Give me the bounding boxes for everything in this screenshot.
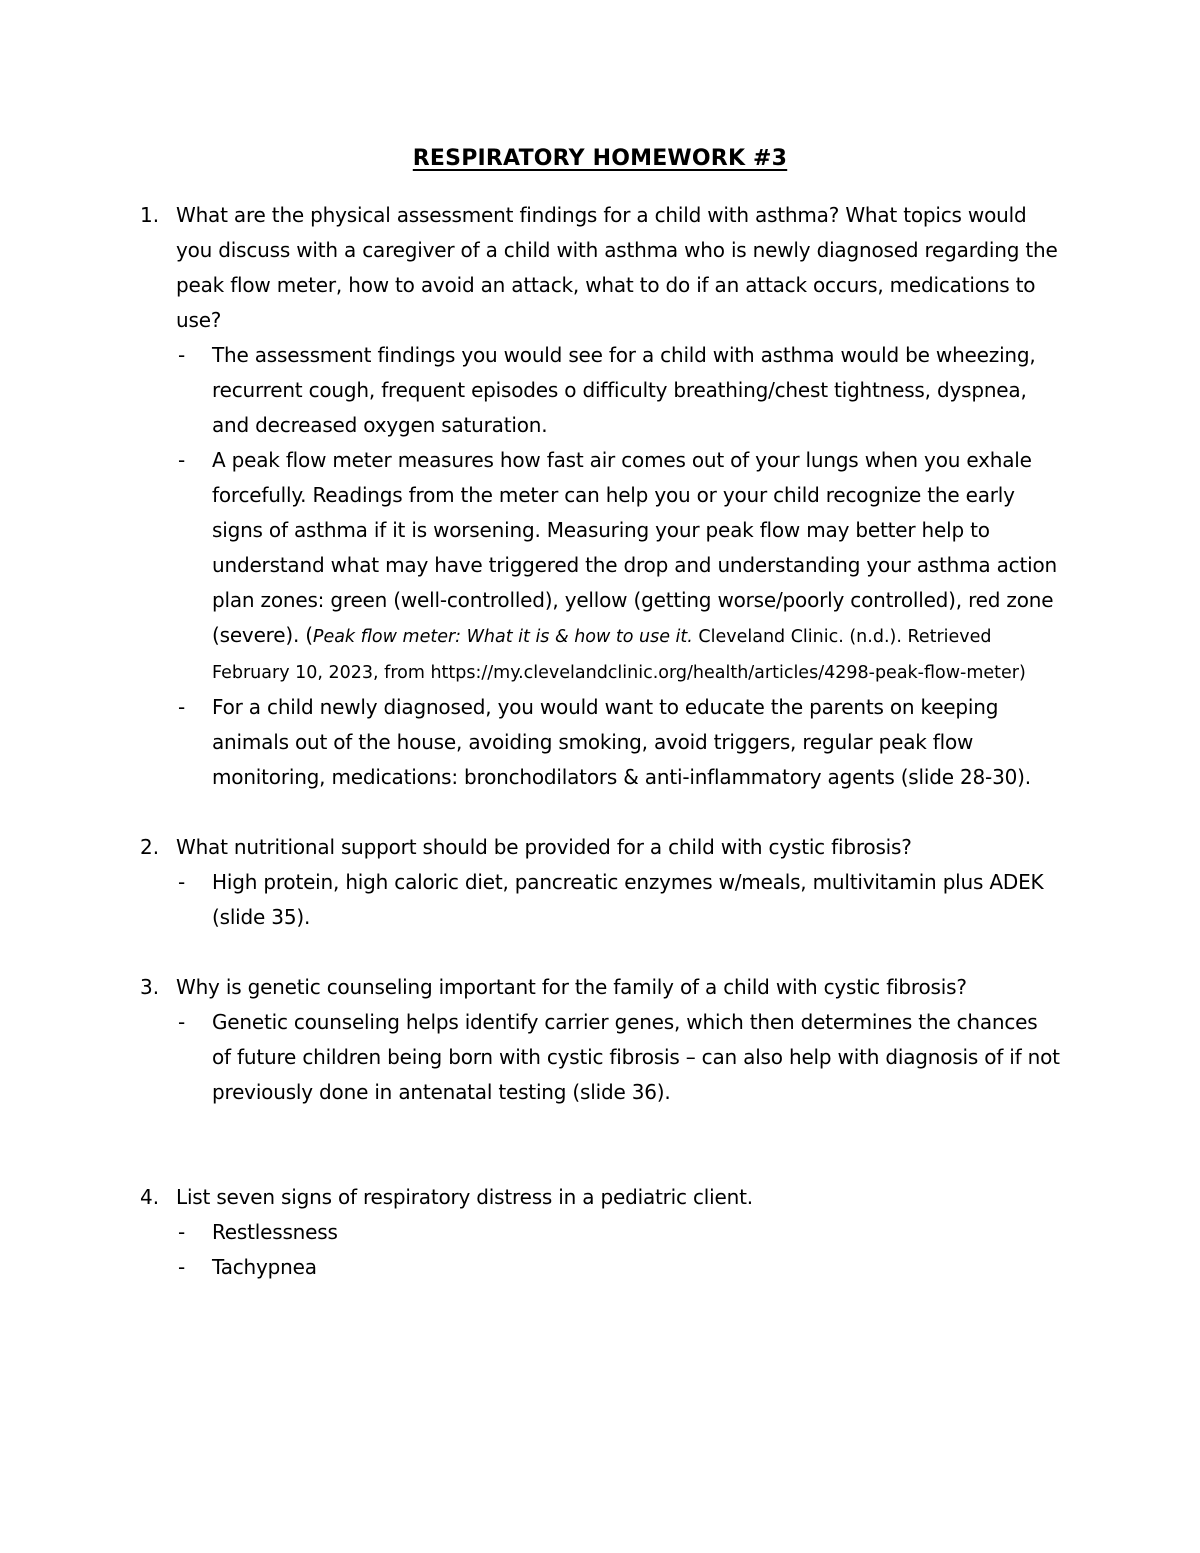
answer-text: Tachypnea [212, 1255, 317, 1279]
answer-text: Genetic counseling helps identify carrier genes, which then determines the chances of future children being born with cystic fibrosis – can also help with diagnosis of if not previously done in antenatal testing (slide 36). [212, 1010, 1060, 1104]
bullet-dash: - [178, 343, 186, 367]
answer-item [176, 443, 1060, 690]
question-text: What are the physical assessment findings for a child with asthma? What topics would you discuss with a caregiver of a child with asthma who is newly diagnosed regarding the peak flow meter, how to avoid an attack, what to do if an attack occurs, medications to use? [176, 203, 1058, 332]
bullet-dash: - [178, 1010, 186, 1034]
answer-list [176, 1215, 1060, 1285]
question-item [140, 1180, 1060, 1285]
answer-text: High protein, high caloric diet, pancreatic enzymes w/meals, multivitamin plus ADEK (slide 35). [212, 870, 1044, 929]
question-item [140, 830, 1060, 935]
answer-item [176, 338, 1060, 443]
page-title: RESPIRATORY HOMEWORK #3 [412, 146, 788, 171]
question-number: 4. [140, 1185, 160, 1209]
question-number: 1. [140, 203, 160, 227]
question-number: 2. [140, 835, 160, 859]
question-list [140, 198, 1060, 1320]
bullet-dash: - [178, 870, 186, 894]
question-text: Why is genetic counseling important for the family of a child with cystic fibrosis? [176, 975, 967, 999]
answer-item [176, 1005, 1060, 1110]
question-text: List seven signs of respiratory distress in a pediatric client. [176, 1185, 753, 1209]
answer-text: For a child newly diagnosed, you would want to educate the parents on keeping animals out of the house, avoiding smoking, avoid triggers, regular peak flow monitoring, medications: bronchodilators & anti-inflammatory agents (slide 28-30). [212, 695, 1031, 789]
bullet-dash: - [178, 695, 186, 719]
answer-list [176, 1005, 1060, 1110]
answer-list [176, 338, 1060, 795]
answer-item [176, 1215, 1060, 1250]
answer-item [176, 865, 1060, 935]
question-item [140, 970, 1060, 1110]
citation-title: Peak flow meter: What it is & how to use it. [312, 627, 693, 647]
answer-item [176, 690, 1060, 795]
bullet-dash: - [178, 1220, 186, 1244]
answer-item [176, 1250, 1060, 1285]
answer-text: The assessment findings you would see for a child with asthma would be wheezing, recurrent cough, frequent episodes o difficulty breathing/chest tightness, dyspnea, and decreased oxygen saturation. [212, 343, 1036, 437]
bullet-dash: - [178, 1255, 186, 1279]
question-item [140, 198, 1060, 795]
answer-text: Restlessness [212, 1220, 338, 1244]
question-number: 3. [140, 975, 160, 999]
bullet-dash: - [178, 448, 186, 472]
citation-source: Cleveland Clinic. (n.d.). Retrieved February 10, 2023, from https://my.clevelandclinic.org/health/articles/4298-peak-flow-meter) [212, 627, 1026, 683]
question-text: What nutritional support should be provided for a child with cystic fibrosis? [176, 835, 912, 859]
answer-list [176, 865, 1060, 935]
answer-text: A peak flow meter measures how fast air comes out of your lungs when you exhale forcefully. Readings from the meter can help you or your child recognize the early signs of asthma if it is worsening. Measuring your peak flow may better help to understand what may have triggered the drop and understanding your asthma action plan zones: green (well-controlled), yellow (getting worse/poorly controlled), red zone (severe). ( [212, 448, 1057, 647]
